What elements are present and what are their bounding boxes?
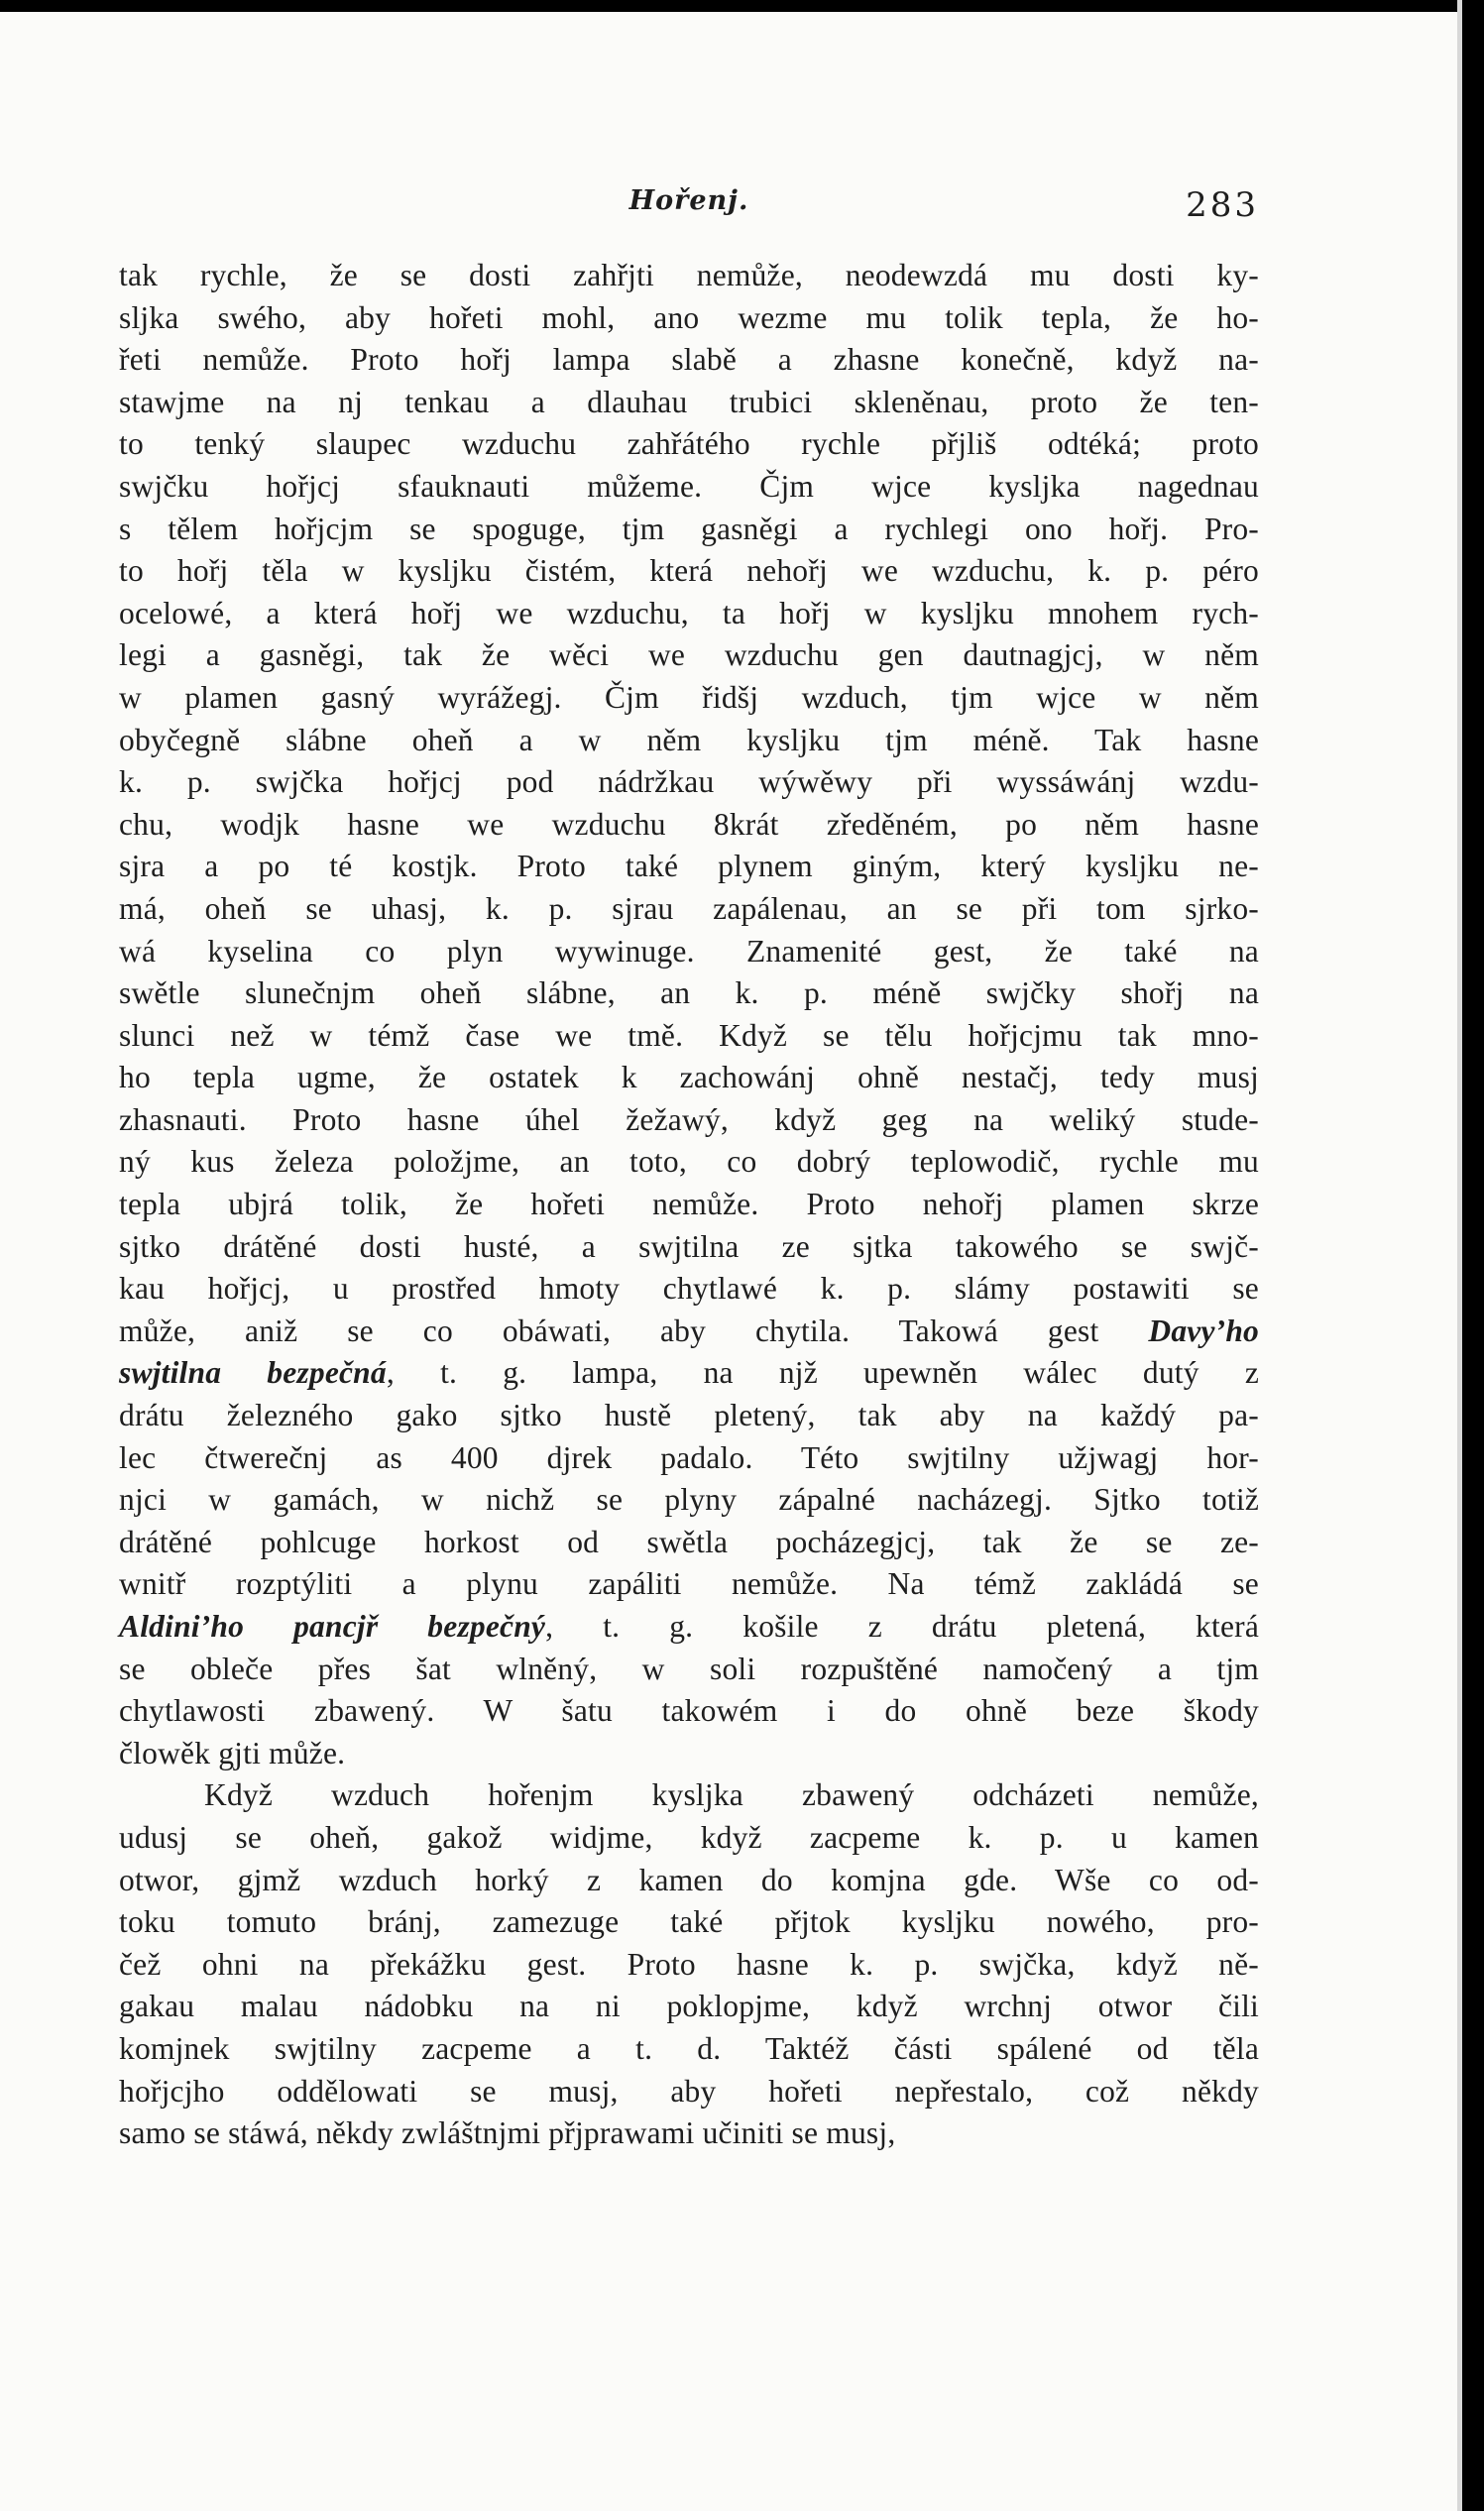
text-segment: ocelowé, a která hořj we wzduchu, ta hořj w kysljku mnohem rych- bbox=[119, 595, 1259, 630]
text-line bbox=[119, 423, 1259, 466]
text-segment: drátu železného gako sjtko hustě pletený, tak aby na každý pa- bbox=[119, 1398, 1259, 1433]
text-line bbox=[119, 2071, 1259, 2113]
page-number: 283 bbox=[1186, 185, 1259, 225]
text-line bbox=[119, 846, 1259, 888]
text-line bbox=[119, 1606, 1259, 1649]
text-line bbox=[119, 931, 1259, 973]
text-line bbox=[119, 720, 1259, 762]
body-text bbox=[119, 255, 1259, 2155]
text-segment: drátěné pohlcuge horkost od swětla pocházegjcj, tak že se ze- bbox=[119, 1524, 1259, 1559]
text-line bbox=[119, 509, 1259, 551]
text-line bbox=[119, 1986, 1259, 2028]
text-segment: komjnek swjtilny zacpeme a t. d. Taktéž části spálené od těla bbox=[119, 2030, 1259, 2066]
text-segment: může, aniž se co obáwati, aby chytila. Takowá gest bbox=[119, 1313, 1149, 1348]
text-line bbox=[119, 1563, 1259, 1606]
text-segment: čež ohni na překážku gest. Proto hasne k. p. swjčka, když ně- bbox=[119, 1946, 1259, 1982]
text-line bbox=[119, 255, 1259, 297]
text-segment: udusj se oheň, gakož widjme, když zacpeme k. p. u kamen bbox=[119, 1819, 1259, 1855]
text-line bbox=[119, 677, 1259, 720]
text-segment: wnitř rozptýliti a plynu zapáliti nemůže. Na témž zakládá se bbox=[119, 1566, 1259, 1602]
text-segment: má, oheň se uhasj, k. p. sjrau zapálenau, an se při tom sjrko- bbox=[119, 890, 1259, 926]
text-line bbox=[119, 1352, 1259, 1395]
text-segment: toku tomuto bránj, zamezuge také přjtok kysljku nowého, pro- bbox=[119, 1904, 1259, 1940]
paragraph bbox=[119, 1774, 1259, 2154]
text-segment: swjčku hořjcj sfauknauti můžeme. Čjm wjce kysljka nagednau bbox=[119, 468, 1259, 504]
emphasis-text: swjtilna bezpečná bbox=[119, 1355, 387, 1391]
text-segment: chu, wodjk hasne we wzduchu 8krát zředěném, po něm hasne bbox=[119, 806, 1259, 842]
text-segment: , t. g. košile z drátu pletená, která bbox=[545, 1609, 1260, 1644]
emphasis-text: Davy’ho bbox=[1148, 1313, 1259, 1348]
text-line bbox=[119, 1057, 1259, 1099]
text-segment: gakau malau nádobku na ni poklopjme, když wrchnj otwor čili bbox=[119, 1989, 1259, 2024]
text-line bbox=[119, 1522, 1259, 1564]
text-line bbox=[119, 1690, 1259, 1733]
text-segment: otwor, gjmž wzduch horký z kamen do komjna gde. Wše co od- bbox=[119, 1862, 1259, 1897]
text-segment: sjra a po té kostjk. Proto také plynem giným, který kysljku ne- bbox=[119, 849, 1259, 884]
text-segment: kau hořjcj, u prostřed hmoty chytlawé k. p. slámy postawiti se bbox=[119, 1271, 1259, 1307]
running-head bbox=[119, 185, 1259, 241]
text-segment: to tenký slaupec wzduchu zahřátého rychle přjliš odtéká; proto bbox=[119, 426, 1259, 462]
text-segment: to hořj těla w kysljku čistém, která nehořj we wzduchu, k. p. péro bbox=[119, 553, 1259, 589]
text-line bbox=[119, 1437, 1259, 1480]
text-segment: swětle slunečnjm oheň slábne, an k. p. méně swjčky shořj na bbox=[119, 975, 1259, 1011]
text-segment: samo se stáwá, někdy zwláštnjmi přjprawami učiniti se musj, bbox=[119, 2115, 896, 2151]
text-line bbox=[119, 1860, 1259, 1902]
text-line bbox=[119, 1649, 1259, 1691]
text-segment: s tělem hořjcjm se spoguge, tjm gasněgi a rychlegi ono hořj. Pro- bbox=[119, 511, 1259, 546]
text-segment: sljka swého, aby hořeti mohl, ano wezme mu tolik tepla, že ho- bbox=[119, 299, 1259, 335]
text-line bbox=[119, 593, 1259, 635]
text-line bbox=[119, 1141, 1259, 1184]
text-line bbox=[119, 761, 1259, 804]
text-line bbox=[119, 1015, 1259, 1058]
text-segment: slunci než w témž čase we tmě. Když se tělu hořjcjmu tak mno- bbox=[119, 1017, 1259, 1053]
text-segment: k. p. swjčka hořjcj pod nádržkau wýwěwy při wyssáwánj wzdu- bbox=[119, 764, 1259, 800]
text-line bbox=[119, 1226, 1259, 1269]
text-segment: člowěk gjti může. bbox=[119, 1735, 346, 1770]
text-line bbox=[119, 804, 1259, 847]
paragraph bbox=[119, 255, 1259, 1774]
text-segment: chytlawosti zbawený. W šatu takowém i do ohně beze škody bbox=[119, 1693, 1259, 1729]
text-line bbox=[119, 1268, 1259, 1311]
text-line bbox=[119, 634, 1259, 677]
text-segment: ho tepla ugme, že ostatek k zachowánj ohně nestačj, tedy musj bbox=[119, 1060, 1259, 1095]
text-line bbox=[119, 1817, 1259, 1860]
text-segment: obyčegně slábne oheň a w něm kysljku tjm méně. Tak hasne bbox=[119, 722, 1259, 757]
text-segment: , t. g. lampa, na njž upewněn wálec dutý z bbox=[386, 1355, 1260, 1391]
text-line bbox=[119, 1733, 1259, 1775]
text-segment: njci w gamách, w nichž se plyny zápalné nacházegj. Sjtko totiž bbox=[119, 1482, 1259, 1518]
text-line bbox=[119, 297, 1259, 340]
text-line bbox=[119, 339, 1259, 382]
text-segment: w plamen gasný wyrážegj. Čjm řidšj wzduch, tjm wjce w něm bbox=[119, 679, 1259, 715]
text-segment: Když wzduch hořenjm kysljka zbawený odcházeti nemůže, bbox=[204, 1777, 1259, 1813]
text-segment: tak rychle, že se dosti zahřjti nemůže, neodewzdá mu dosti ky- bbox=[119, 258, 1259, 292]
running-title: Hořenj. bbox=[628, 185, 749, 216]
text-line bbox=[119, 2112, 1259, 2155]
text-line bbox=[119, 888, 1259, 931]
text-line bbox=[119, 466, 1259, 509]
text-line bbox=[119, 1774, 1259, 1817]
text-segment: se obleče přes šat wlněný, w soli rozpuštěné namočený a tjm bbox=[119, 1651, 1259, 1686]
text-line bbox=[119, 382, 1259, 424]
text-line bbox=[119, 2028, 1259, 2071]
text-segment: ný kus železa položjme, an toto, co dobrý teplowodič, rychle mu bbox=[119, 1144, 1259, 1180]
text-line bbox=[119, 1184, 1259, 1226]
text-line bbox=[119, 1944, 1259, 1987]
text-segment: stawjme na nj tenkau a dlauhau trubici skleněnau, proto že ten- bbox=[119, 384, 1259, 419]
text-line bbox=[119, 1479, 1259, 1522]
emphasis-text: Aldini’ho pancjř bezpečný bbox=[119, 1609, 546, 1644]
text-segment: wá kyselina co plyn wywinuge. Znamenité gest, že také na bbox=[119, 933, 1259, 969]
paper-sheet bbox=[0, 12, 1457, 2511]
text-line bbox=[119, 972, 1259, 1015]
text-line bbox=[119, 1901, 1259, 1944]
text-line bbox=[119, 1311, 1259, 1353]
text-segment: řeti nemůže. Proto hořj lampa slabě a zhasne konečně, když na- bbox=[119, 342, 1259, 378]
scan-border-right bbox=[1462, 0, 1484, 2511]
text-segment: hořjcjho oddělowati se musj, aby hořeti nepřestalo, což někdy bbox=[119, 2073, 1259, 2109]
text-line bbox=[119, 550, 1259, 593]
text-segment: sjtko drátěné dosti husté, a swjtilna ze sjtka takowého se swjč- bbox=[119, 1228, 1259, 1264]
text-segment: legi a gasněgi, tak že wěci we wzduchu gen dautnagjcj, w něm bbox=[119, 637, 1259, 673]
text-segment: tepla ubjrá tolik, že hořeti nemůže. Proto nehořj plamen skrze bbox=[119, 1187, 1259, 1222]
page-content bbox=[119, 185, 1259, 2155]
text-line bbox=[119, 1099, 1259, 1142]
text-segment: lec čtwerečnj as 400 djrek padalo. Této swjtilny užjwagj hor- bbox=[119, 1439, 1259, 1475]
text-line bbox=[119, 1395, 1259, 1437]
text-segment: zhasnauti. Proto hasne úhel žežawý, když geg na weliký stude- bbox=[119, 1101, 1259, 1137]
scan-border-top bbox=[0, 0, 1484, 12]
